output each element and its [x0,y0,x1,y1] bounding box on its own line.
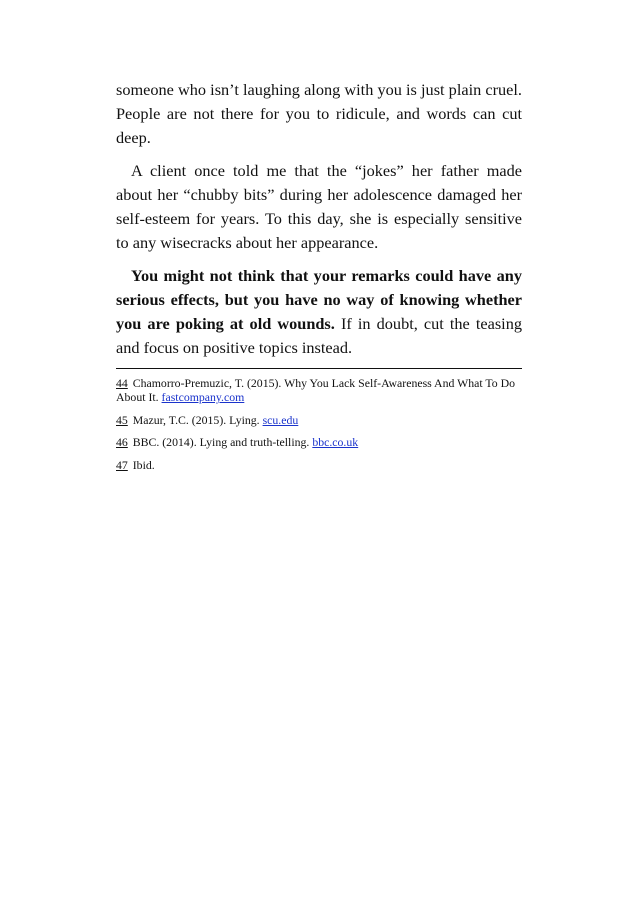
footnote-46 [116,435,522,450]
body-paragraph-1: someone who isn’t laughing along with you is just plain cruel. People are not there for you to ridicule, and words can cut deep. [116,80,522,148]
footnote-number[interactable]: 46 [116,435,128,450]
emphasized-text: You might not think that your remarks could have any serious effects, but you have no way of knowing whether you are poking at old wounds. [116,265,522,334]
footnote-text: Chamorro-Premuzic, T. (2015). Why You Lack Self-Awareness And What To Do About It. [116,375,516,405]
footnote-45 [116,413,522,428]
footnote-number[interactable]: 44 [116,375,128,390]
footnotes [116,376,522,473]
body-paragraph-2: A client once told me that the “jokes” her father made about her “chubby bits” during her adolescence damaged her self-esteem for years. To this day, she is especially sensitive to any wisecracks about her appearance. [116,160,522,253]
body-text: If in doubt, cut the teasing and focus on positive topics instead. [116,314,522,358]
footnote-text: Ibid. [129,457,155,472]
footnote-divider [116,368,522,369]
footnote-link[interactable]: fastcompany.com [161,390,245,405]
footnote-link[interactable]: bbc.co.uk [312,435,359,450]
footnote-number[interactable]: 47 [116,457,128,472]
footnote-47 [116,458,522,473]
footnote-44 [116,376,522,405]
footnote-text: Mazur, T.C. (2015). Lying. [129,412,263,427]
footnote-number[interactable]: 45 [116,412,128,427]
page-content [116,78,522,481]
body-paragraph-3 [116,264,522,361]
footnote-link[interactable]: scu.edu [262,412,299,427]
footnote-text: BBC. (2014). Lying and truth-telling. [129,435,313,450]
